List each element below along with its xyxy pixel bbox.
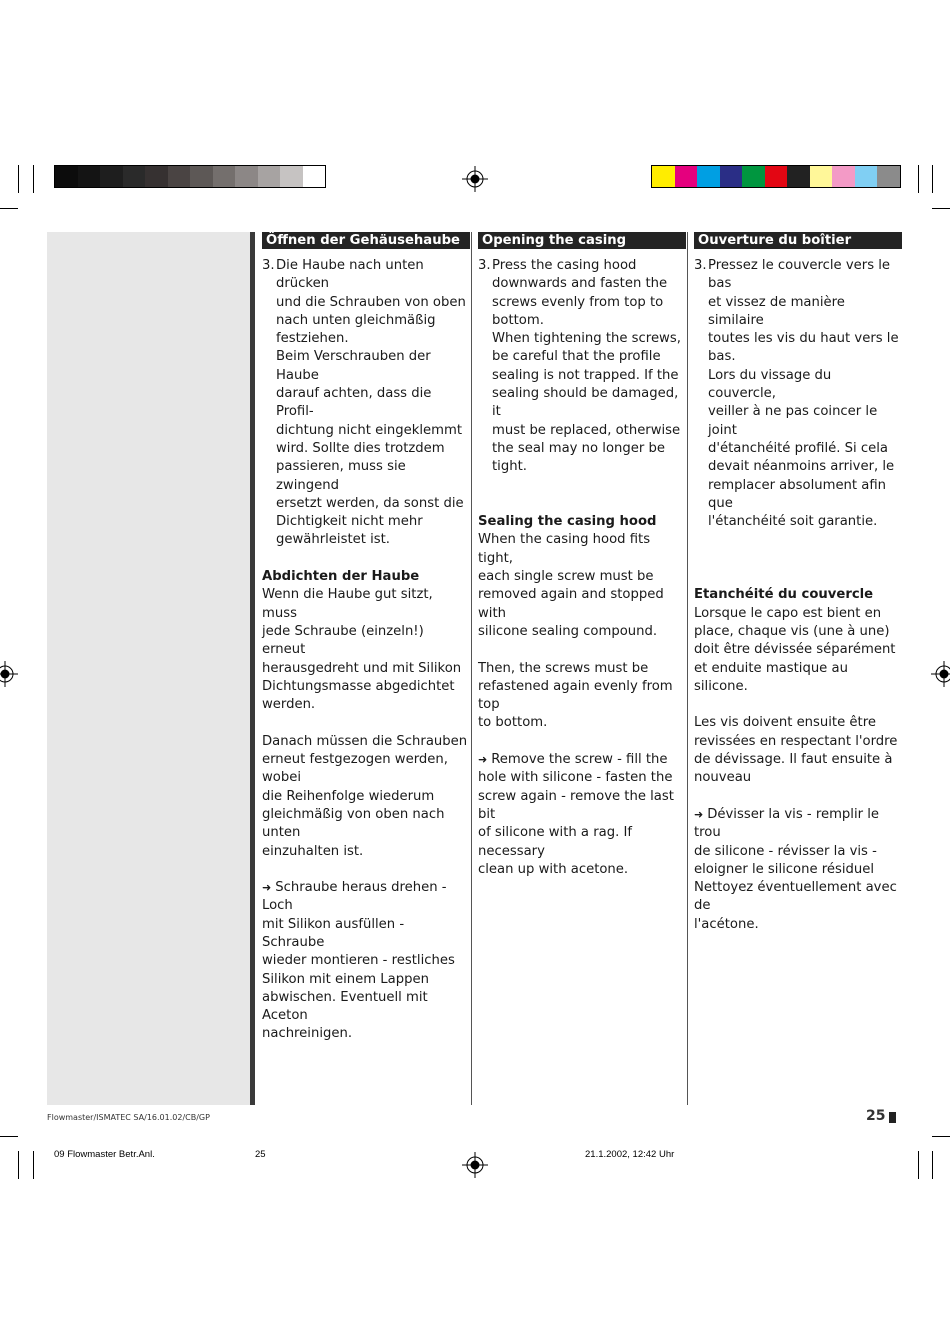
color-swatch (100, 166, 123, 187)
document-code: Flowmaster/ISMATEC SA/16.01.02/CB/GP (47, 1113, 210, 1122)
color-swatch (235, 166, 258, 187)
margin-bar (250, 232, 255, 1105)
arrow-right-icon: ➜ (262, 881, 272, 895)
crop-mark (18, 1151, 19, 1179)
subheading: Etanchéité du couvercle (694, 587, 874, 603)
grayscale-color-bar (54, 165, 326, 188)
crop-mark (932, 208, 950, 209)
paragraph: Danach müssen die Schrauben erneut festgezogen werden, wobei die Reihenfolge wiederum gleichmäßig von oben nach unten einzuhalten ist. (262, 733, 468, 859)
crop-mark (0, 208, 18, 209)
registration-mark-icon (0, 661, 18, 687)
column-divider (471, 232, 472, 1105)
paragraph: Lorsque le capo est bient en place, chaque vis (une à une) doit être dévissée séparément et enduite mastique au silicone. (694, 605, 896, 694)
step-text: Die Haube nach unten drücken und die Schrauben von oben nach unten gleichmäßig festziehen. Beim Verschrauben der Haube darauf achten, dass die Profil- dichtung nicht eingeklemmt wird. Sollte dies trotzdem passieren, muss sie zwingend ersetzt werden, da sonst die Dichtigkeit nicht mehr gewährleistet ist. (276, 258, 466, 548)
margin-panel (47, 232, 250, 1105)
color-swatch (652, 166, 675, 187)
column-divider (687, 232, 688, 1105)
subheading: Sealing the casing hood (478, 514, 657, 530)
instruction-paragraph (694, 806, 902, 934)
crop-mark (33, 1151, 34, 1179)
section-heading: Ouverture du boîtier (694, 232, 902, 249)
instruction-text: Schraube heraus drehen - Loch mit Silikon ausfüllen - Schraube wieder montieren - restliches Silikon mit einem Lappen abwischen. Eventuell mit Aceton nachreinigen. (262, 880, 455, 1042)
color-swatch (877, 166, 900, 187)
column-english (478, 232, 686, 879)
crop-mark (33, 165, 34, 193)
crop-mark (932, 165, 933, 193)
step-number: 3. (694, 258, 707, 273)
step-number: 3. (262, 258, 275, 273)
step-item (694, 257, 902, 531)
step-item (478, 257, 686, 477)
column-french (694, 232, 902, 934)
color-swatch (168, 166, 191, 187)
arrow-right-icon: ➜ (478, 753, 488, 767)
crop-mark (918, 165, 919, 193)
instruction-text: Remove the screw - fill the hole with silicone - fasten the screw again - remove the last bit of silicone with a rag. If necessary clean up with acetone. (478, 752, 674, 877)
page-number: 25 (866, 1108, 886, 1124)
process-color-bar (651, 165, 901, 188)
color-swatch (742, 166, 765, 187)
slug-filename: 09 Flowmaster Betr.Anl. (54, 1149, 155, 1160)
paragraph: Les vis doivent ensuite être revissées en respectant l'ordre de dévissage. Il faut ensuite à nouveau (694, 715, 898, 786)
section-heading: Opening the casing (478, 232, 686, 249)
instruction-text: Dévisser la vis - remplir le trou de silicone - révisser la vis - eloigner le silicone résiduel Nettoyez éventuellement avec de l'acétone. (694, 806, 897, 932)
instruction-paragraph (478, 751, 686, 879)
paragraph: Then, the screws must be refastened again evenly from top to bottom. (478, 660, 673, 731)
color-swatch (855, 166, 878, 187)
color-swatch (697, 166, 720, 187)
registration-mark-icon (462, 166, 488, 192)
color-swatch (720, 166, 743, 187)
crop-mark (932, 1151, 933, 1179)
step-text: Pressez le couvercle vers le bas et vissez de manière similaire toutes les vis du haut vers le bas. Lors du vissage du couvercle, veiller à ne pas coincer le joint d'étanchéité profilé. Si cela devait néanmoins arriver, le remplacer absolument afin que l'étanchéité soit garantie. (708, 258, 899, 530)
instruction-paragraph (262, 879, 470, 1044)
crop-mark (18, 165, 19, 193)
paragraph: Wenn die Haube gut sitzt, muss jede Schraube (einzeln!) erneut herausgedreht und mit Silikon Dichtungsmasse abgedichtet werden. (262, 587, 462, 713)
color-swatch (787, 166, 810, 187)
color-swatch (832, 166, 855, 187)
color-swatch (213, 166, 236, 187)
color-swatch (123, 166, 146, 187)
color-swatch (258, 166, 281, 187)
registration-mark-icon (931, 661, 950, 687)
subheading: Abdichten der Haube (262, 569, 420, 585)
color-swatch (765, 166, 788, 187)
slug-date: 21.1.2002, 12:42 Uhr (585, 1149, 675, 1160)
color-swatch (55, 166, 78, 187)
step-item (262, 257, 470, 550)
color-swatch (145, 166, 168, 187)
registration-mark-icon (462, 1152, 488, 1178)
color-swatch (810, 166, 833, 187)
column-german (262, 232, 470, 1044)
crop-mark (918, 1151, 919, 1179)
page-marker (889, 1112, 896, 1123)
paragraph: When the casing hood fits tight, each single screw must be removed again and stopped with silicone sealing compound. (478, 532, 664, 639)
slug-page: 25 (255, 1149, 266, 1160)
crop-mark (0, 1136, 18, 1137)
color-swatch (78, 166, 101, 187)
color-swatch (303, 166, 326, 187)
arrow-right-icon: ➜ (694, 807, 704, 821)
color-swatch (190, 166, 213, 187)
color-swatch (675, 166, 698, 187)
step-text: Press the casing hood downwards and fasten the screws evenly from top to bottom. When tightening the screws, be careful that the profile sealing is not trapped. If the sealing should be damaged, it must be replaced, otherwise the seal may no longer be tight. (492, 258, 681, 475)
crop-mark (932, 1136, 950, 1137)
section-heading: Öffnen der Gehäusehaube (262, 232, 470, 249)
step-number: 3. (478, 258, 491, 273)
color-swatch (280, 166, 303, 187)
